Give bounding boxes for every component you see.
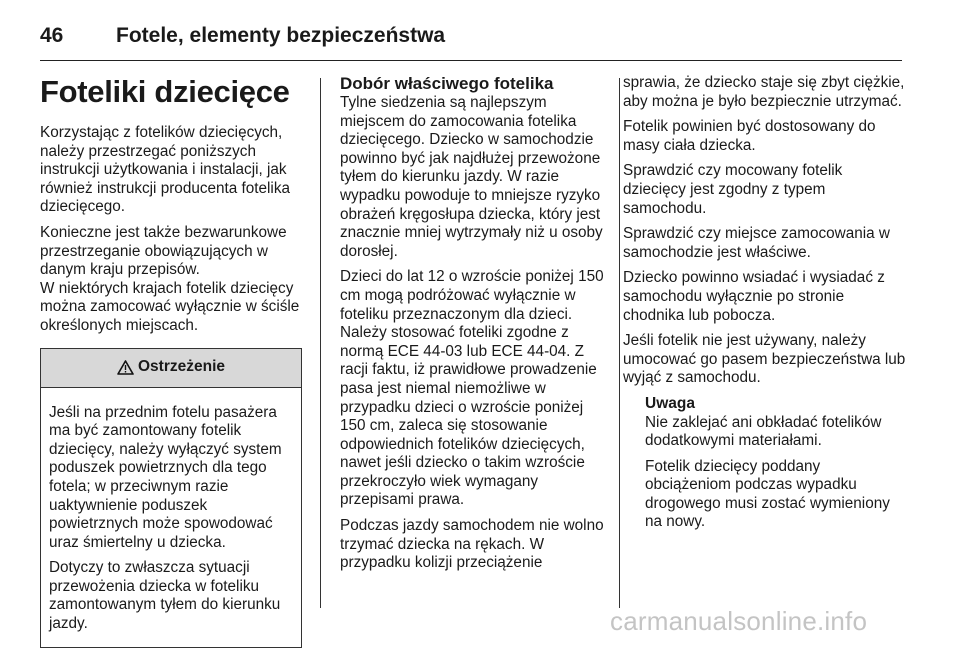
warning-box (40, 348, 302, 648)
page-number: 46 (40, 24, 64, 47)
column-divider-2 (619, 78, 620, 608)
column-2 (340, 74, 605, 580)
note-paragraph: Fotelik dziecięcy poddany obciążeniom podczas wypadku drogowego musi zostać wymieniony na nowy. (645, 457, 890, 531)
running-title: Fotele, elementy bezpieczeństwa (116, 24, 446, 47)
paragraph: Jeśli fotelik nie jest używany, należy umocować go pasem bezpieczeństwa lub wyjąć z samochodu. (623, 332, 906, 387)
paragraph: Konieczne jest także bezwarunkowe przestrzeganie obowiązujących w danym kraju przepisów. (40, 223, 287, 279)
subsection-title: Dobór właściwego fotelika (340, 74, 554, 93)
paragraph: Dzieci do lat 12 o wzroście poniżej 150 cm mogą podróżować wyłącznie w foteliku przeznaczonym dla dzieci. Należy stosować foteliki zgodne z normą ECE 44-03 lub ECE 44-04. Z racji faktu, iż prawidłowe prowadzenie pasa jest niemal niemożliwe w przypadku dzieci o wzroście poniżej 150 cm, zaleca się stosowanie odpowiednich fotelików dziecięcych, nawet jeśli dziecko o takim wzroście przekroczyło wiek wymagany przepisami prawa. (340, 268, 604, 509)
note-title: Uwaga (645, 394, 695, 412)
warning-triangle-icon (117, 360, 134, 375)
paragraph: W niektórych krajach fotelik dziecięcy można zamocować wyłącznie w ściśle określonych miejscach. (40, 279, 300, 334)
paragraph: Sprawdzić czy miejsce zamocowania w samochodzie jest właściwe. (623, 225, 890, 261)
paragraph: Tylne siedzenia są najlepszym miejscem do zamocowania fotelika dziecięcego. Dziecko w samochodzie powinno być jak najdłużej przewożone tyłem do kierunku jazdy. W razie wypadku powoduje to mniejsze ryzyko obrażeń kręgosłupa dziecka, który jest znacznie mniej wytrzymały niż u osoby dorosłej. (340, 94, 603, 260)
paragraph: Korzystając z fotelików dziecięcych, należy przestrzegać poniższych instrukcji użytkowania i instalacji, jak również instrukcji producenta fotelika dziecięcego. (40, 124, 290, 216)
warning-paragraph: Dotyczy to zwłaszcza sytuacji przewożenia dziecka w foteliku zamontowanym tyłem do kierunku jazdy. (49, 559, 281, 633)
paragraph: sprawia, że dziecko staje się zbyt ciężkie, aby można je było bezpiecznie utrzymać. (623, 74, 905, 110)
warning-header (41, 349, 301, 388)
note-block (623, 395, 908, 532)
header-divider (40, 60, 902, 61)
section-title: Foteliki dziecięce (40, 74, 290, 109)
watermark: carmanualsonline.info (610, 606, 868, 636)
column-1 (40, 74, 305, 648)
warning-title: Ostrzeżenie (137, 358, 225, 376)
column-divider-1 (320, 78, 321, 608)
warning-body (41, 388, 301, 647)
paragraph: Fotelik powinien być dostosowany do masy ciała dziecka. (623, 118, 876, 154)
paragraph: Dziecko powinno wsiadać i wysiadać z samochodu wyłącznie po stronie chodnika lub pobocza. (623, 269, 885, 324)
paragraph: Podczas jazdy samochodem nie wolno trzymać dziecka na rękach. W przypadku kolizji przeciążenie (340, 517, 604, 572)
note-paragraph: Nie zaklejać ani obkładać fotelików dodatkowymi materiałami. (645, 413, 882, 450)
page-header (40, 14, 920, 58)
warning-paragraph: Jeśli na przednim fotelu pasażera ma być zamontowany fotelik dziecięcy, należy wyłączyć system poduszek powietrznych dla tego fotela; w przeciwnym razie uaktywnienie poduszek powietrznych może spowodować uraz śmiertelny u dziecka. (49, 403, 282, 551)
column-3 (623, 74, 908, 539)
paragraph: Sprawdzić czy mocowany fotelik dziecięcy jest zgodny z typem samochodu. (623, 162, 843, 217)
